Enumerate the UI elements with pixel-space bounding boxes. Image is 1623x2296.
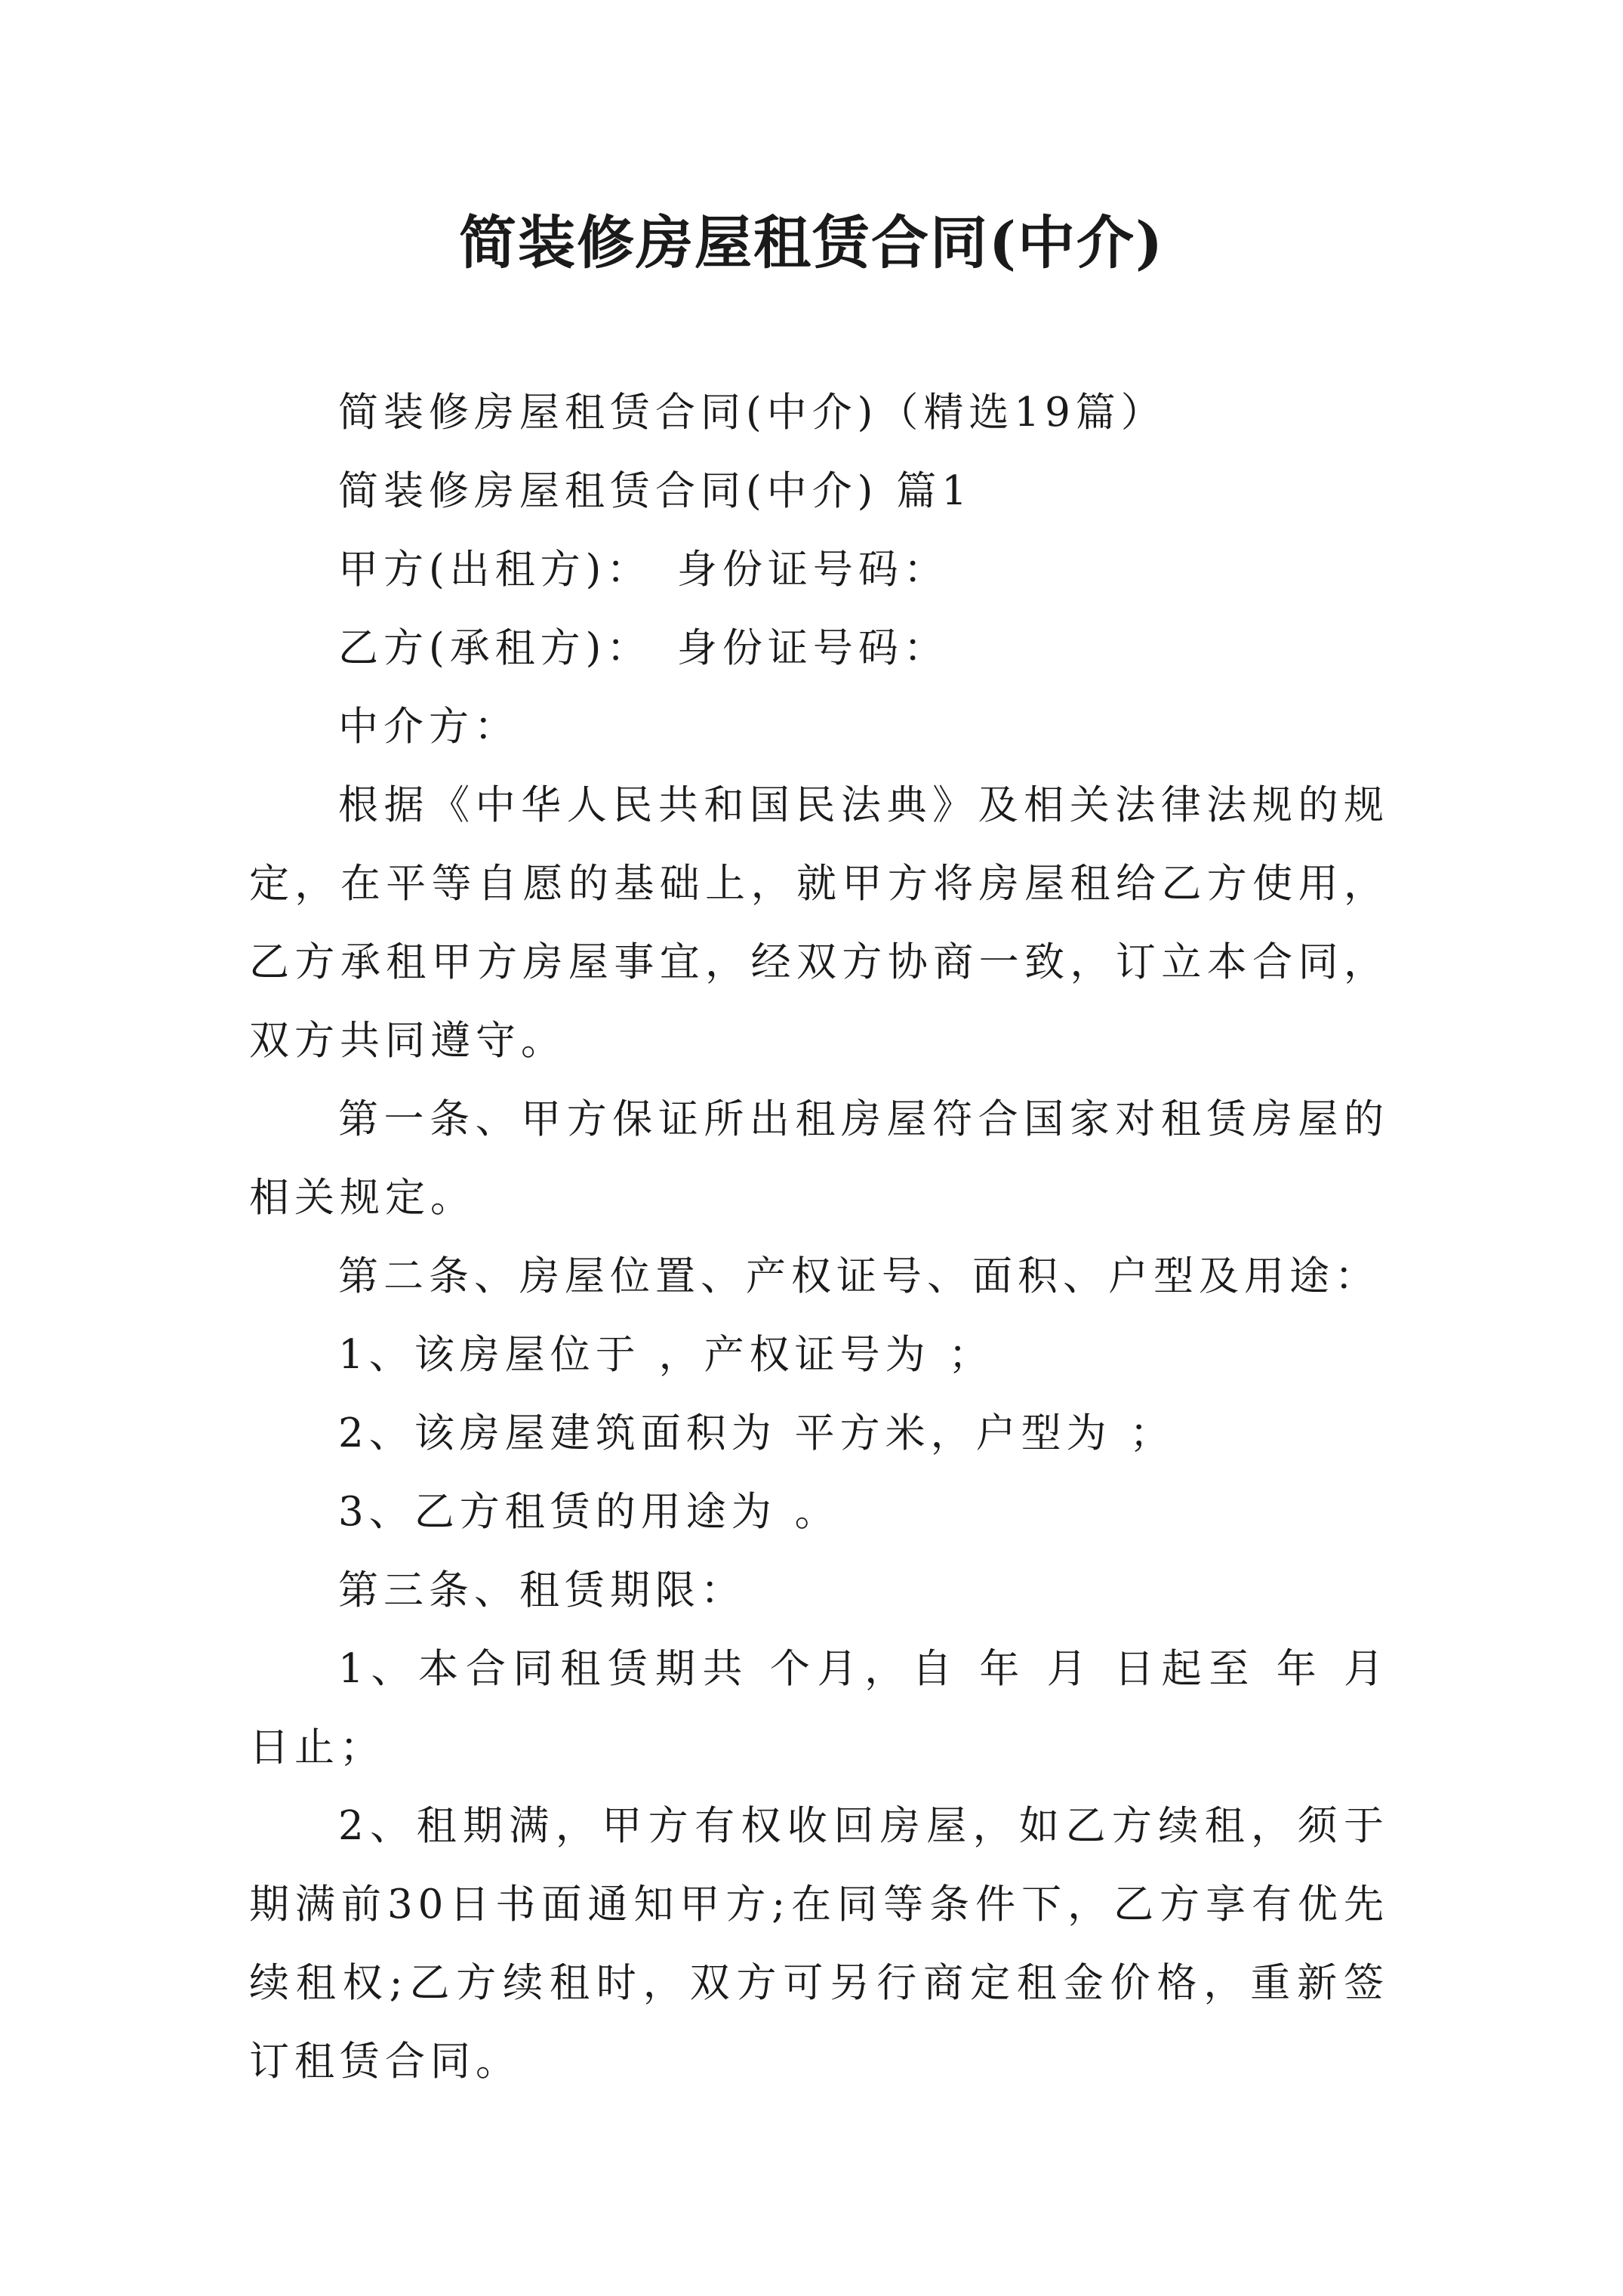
paragraph-article-3: 第三条、租赁期限： xyxy=(338,1567,746,1613)
paragraph-party-a: 甲方(出租方)： 身份证号码： xyxy=(338,547,949,593)
paragraph-article-2-item-1: 1、该房屋位于 ，产权证号为 ； xyxy=(338,1332,994,1378)
paragraph-article-2: 第二条、房屋位置、产权证号、面积、户型及用途： xyxy=(338,1253,1380,1299)
document-body xyxy=(249,374,1389,2101)
paragraph-article-1: 第一条、甲方保证所出租房屋符合国家对租赁房屋的相关规定。 xyxy=(249,1096,1389,1221)
paragraph-party-b: 乙方(承租方)： 身份证号码： xyxy=(338,625,949,671)
paragraph-article-3-item-2: 2、租期满，甲方有权收回房屋，如乙方续租，须于期满前30日书面通知甲方;在同等条件下，乙方享有优先续租权;乙方续租时，双方可另行商定租金价格，重新签订租赁合同。 xyxy=(249,1803,1389,2085)
paragraph-subtitle: 简装修房屋租赁合同(中介)（精选19篇） xyxy=(338,390,1166,436)
document-title: 简装修房屋租赁合同(中介) xyxy=(459,209,1164,276)
paragraph-article-3-item-1: 1、本合同租赁期共 个月，自 年 月 日起至 年 月 日止； xyxy=(249,1646,1389,1771)
paragraph-article-2-item-2: 2、该房屋建筑面积为 平方米，户型为 ； xyxy=(338,1410,1175,1456)
paragraph-preamble: 根据《中华人民共和国民法典》及相关法律法规的规定，在平等自愿的基础上，就甲方将房屋租给乙方使用，乙方承租甲方房屋事宜，经双方协商一致，订立本合同，双方共同遵守。 xyxy=(249,782,1389,1064)
paragraph-agent: 中介方： xyxy=(338,704,519,750)
paragraph-part-heading: 简装修房屋租赁合同(中介) 篇1 xyxy=(338,468,972,514)
paragraph-article-2-item-3: 3、乙方租赁的用途为 。 xyxy=(338,1489,840,1535)
